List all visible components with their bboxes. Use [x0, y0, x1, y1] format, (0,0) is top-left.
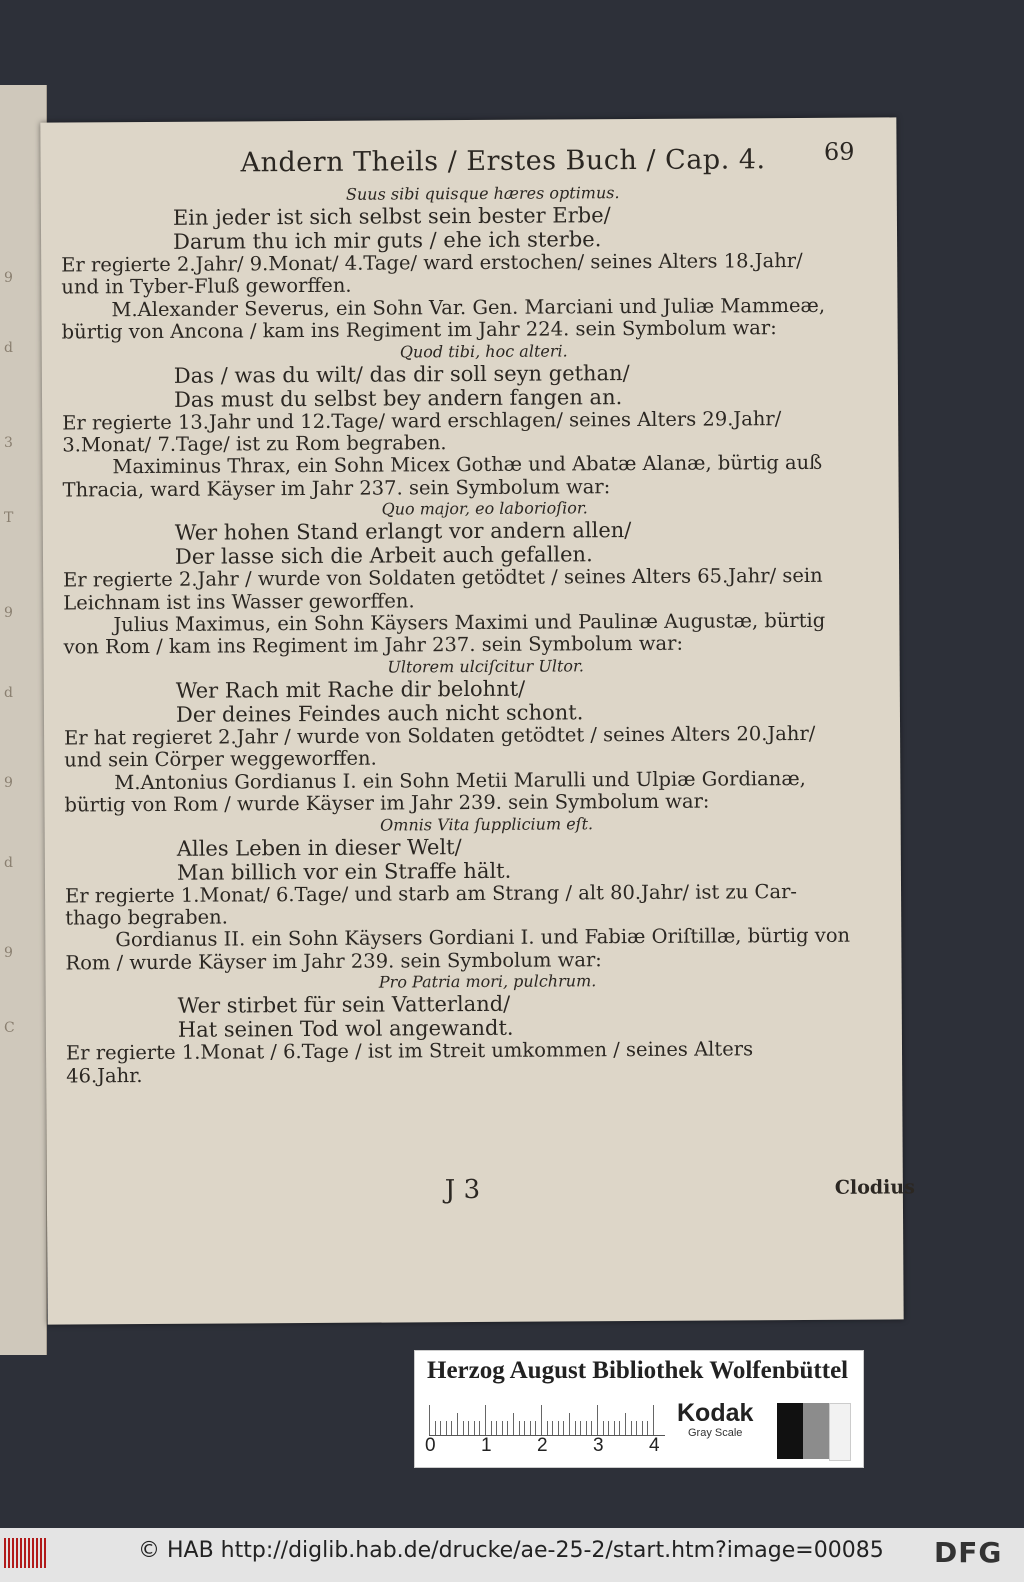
scale-number: 3 [593, 1435, 604, 1456]
ruler-tick [440, 1421, 441, 1435]
ruler-tick [429, 1405, 430, 1435]
ruler-tick [647, 1421, 648, 1435]
motto-line: Suus sibi quisque hæres optimus. [345, 183, 620, 204]
verse-line: Der lasse sich die Arbeit auch gefallen. [174, 542, 593, 570]
verse-line: Das must du selbst bey andern fangen an. [173, 384, 623, 412]
running-title: Andern Theils / Erstes Buch / Cap. 4. [240, 144, 766, 179]
library-name: Herzog August Bibliothek Wolfenbüttel [427, 1357, 849, 1384]
text-line: und in Tyber-Fluß geworffen. [61, 274, 352, 299]
verse-line: Man billich vor ein Straffe hält. [176, 858, 512, 885]
verse-line: Hat seinen Tod wol angewandt. [177, 1015, 514, 1042]
ruler-tick [496, 1421, 497, 1435]
text-line: bürtig von Ancona / kam ins Regiment im Jahr 224. sein Symbolum war: [61, 316, 777, 344]
text-line: Rom / wurde Käyser im Jahr 239. sein Symbolum war: [65, 947, 602, 975]
ruler-tick [552, 1421, 553, 1435]
ruler-tick [474, 1421, 475, 1435]
catchword: Clodius [834, 1176, 915, 1199]
ruler-tick [580, 1421, 581, 1435]
page-footer [47, 1172, 915, 1227]
ruler-tick [479, 1421, 480, 1435]
scale-number: 1 [481, 1435, 492, 1456]
ruler-tick [446, 1421, 447, 1435]
underlying-page-edge: 9 d 3 T 9 d 9 d 9 C [0, 85, 47, 1355]
page-header [60, 137, 855, 187]
ruler-tick [541, 1405, 542, 1435]
ruler-tick [485, 1405, 486, 1435]
text-line: Er regierte 13.Jahr und 12.Tage/ ward erschlagen/ seines Alters 29.Jahr/ [62, 406, 782, 435]
ruler-tick [451, 1421, 452, 1435]
ruler-tick [575, 1421, 576, 1435]
ruler-tick [535, 1421, 536, 1435]
text-line: Er regierte 1.Monat/ 6.Tage/ und starb am Strang / alt 80.Jahr/ ist zu Car- [64, 879, 798, 907]
ruler-scale [429, 1401, 665, 1436]
footer-copyright-link[interactable]: © HAB http://diglib.hab.de/drucke/ae-25-2/start.htm?image=00085 [138, 1538, 884, 1563]
ruler-tick [608, 1421, 609, 1435]
ruler-tick [603, 1421, 604, 1435]
motto-line: Pro Patria mori, pulchrum. [378, 971, 597, 992]
motto-line: Ultorem ulciſcitur Ultor. [387, 656, 585, 677]
motto-line: Omnis Vita ſupplicium eſt. [380, 813, 594, 835]
hab-logo-icon [4, 1538, 48, 1568]
text-line: M.Alexander Severus, ein Sohn Var. Gen. Marciani und Juliæ Mammeæ, [111, 293, 826, 322]
ruler-tick [558, 1421, 559, 1435]
page-number: 69 [823, 137, 855, 166]
ruler-tick [524, 1421, 525, 1435]
scale-number: 0 [425, 1435, 436, 1456]
ruler-tick [586, 1421, 587, 1435]
text-line: Leichnam ist ins Wasser geworffen. [63, 589, 415, 615]
motto-line: Quo major, eo laborioſior. [381, 498, 588, 519]
black-patch [777, 1403, 803, 1459]
scale-numbers [425, 1435, 675, 1459]
gray-patch [803, 1403, 829, 1459]
text-line: Julius Maximus, ein Sohn Käysers Maximi und Paulinæ Augustæ, bürtig [113, 608, 826, 637]
scale-number: 4 [649, 1435, 660, 1456]
verse-line: Der deines Feindes auch nicht schont. [175, 700, 584, 727]
scale-number: 2 [537, 1435, 548, 1456]
verse-line: Wer Rach mit Rache dir belohnt/ [175, 676, 526, 703]
ruler-tick [547, 1421, 548, 1435]
signature-mark: J 3 [444, 1174, 481, 1206]
gray-scale-label: Gray Scale [688, 1427, 743, 1439]
ruler-tick [597, 1405, 598, 1435]
ruler-tick [491, 1421, 492, 1435]
text-line: und sein Cörper weggeworffen. [64, 746, 377, 772]
ruler-tick [614, 1421, 615, 1435]
text-line: von Rom / kam ins Regiment im Jahr 237. sein Symbolum war: [63, 632, 684, 659]
ruler-tick [530, 1421, 531, 1435]
ruler-tick [502, 1421, 503, 1435]
ruler-tick [569, 1413, 570, 1435]
ruler-tick [507, 1421, 508, 1435]
text-line: bürtig von Rom / wurde Käyser im Jahr 239. sein Symbolum war: [64, 789, 710, 817]
text-line: Thracia, ward Käyser im Jahr 237. sein Symbolum war: [62, 474, 611, 502]
ruler-tick [463, 1421, 464, 1435]
ruler-tick [636, 1421, 637, 1435]
kodak-logo: Kodak [677, 1399, 754, 1427]
ruler-tick [563, 1421, 564, 1435]
text-line: Gordianus II. ein Sohn Käysers Gordiani I. und Fabiæ Oriſtillæ, bürtig von [115, 924, 851, 952]
verse-line: Wer stirbet für sein Vatterland/ [177, 991, 511, 1018]
verse-line: Das / was du wilt/ das dir soll seyn gethan/ [173, 360, 630, 388]
motto-line: Quod tibi, hoc alteri. [399, 341, 568, 362]
page-body [61, 182, 850, 1088]
text-line: Er hat regieret 2.Jahr / wurde von Soldaten getödtet / seines Alters 20.Jahr/ [64, 721, 816, 750]
ruler-tick [631, 1421, 632, 1435]
text-line: Er regierte 2.Jahr/ 9.Monat/ 4.Tage/ ward erstochen/ seines Alters 18.Jahr/ [61, 248, 803, 277]
white-patch [829, 1403, 851, 1461]
text-line: thago begraben. [65, 905, 228, 930]
verse-line: Wer hohen Stand erlangt vor andern allen/ [174, 518, 632, 546]
text-line: Er regierte 2.Jahr / wurde von Soldaten getödtet / seines Alters 65.Jahr/ sein [63, 564, 823, 592]
text-line: Er regierte 1.Monat / 6.Tage / ist im Streit umkommen / seines Alters [65, 1037, 754, 1065]
text-line: M.Antonius Gordianus I. ein Sohn Metii Marulli und Ulpiæ Gordianæ, [114, 766, 806, 794]
ruler-tick [619, 1421, 620, 1435]
ruler-tick [435, 1421, 436, 1435]
verse-line: Alles Leben in dieser Welt/ [176, 834, 462, 861]
text-line: Maximinus Thrax, ein Sohn Micex Gothæ und Abatæ Alanæ, bürtig auß [112, 451, 823, 479]
dfg-logo: DFG [934, 1536, 1003, 1569]
verse-line: Ein jeder ist sich selbst sein bester Erbe/ [172, 203, 611, 230]
ruler-tick [642, 1421, 643, 1435]
ruler-tick [591, 1421, 592, 1435]
ruler-tick [519, 1421, 520, 1435]
text-line: 3.Monat/ 7.Tage/ ist zu Rom begraben. [62, 431, 447, 457]
ruler-tick [625, 1413, 626, 1435]
book-page [40, 117, 915, 1324]
verse-line: Darum thu ich mir guts / ehe ich sterbe. [172, 227, 602, 254]
footer-bar [0, 1528, 1024, 1582]
ruler-tick [513, 1413, 514, 1435]
ruler-tick [468, 1421, 469, 1435]
library-color-card [414, 1350, 864, 1468]
ruler-tick [653, 1405, 654, 1435]
ruler-tick [457, 1413, 458, 1435]
text-line: 46.Jahr. [66, 1063, 143, 1088]
